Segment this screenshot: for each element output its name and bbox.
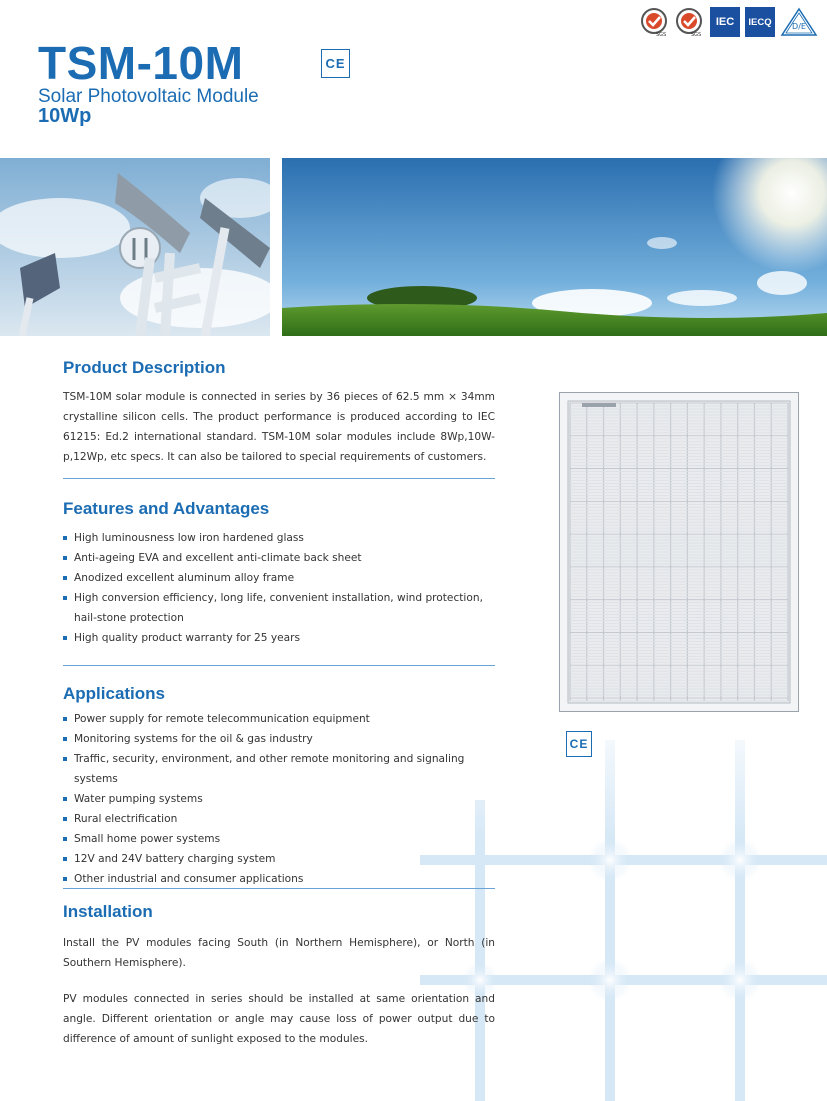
features-list xyxy=(63,528,495,648)
svg-text:D/E: D/E xyxy=(792,22,806,31)
streetlight-photo xyxy=(0,158,270,336)
list-item: Water pumping systems xyxy=(63,789,495,809)
product-description-heading: Product Description xyxy=(63,358,226,377)
installation-text-2: PV modules connected in series should be installed at same orientation and angle. Different orientation or angle may cause loss of power output due to difference of amount of sunlight exposed to the modules. xyxy=(63,993,495,1045)
list-item: Anti-ageing EVA and excellent anti-climate back sheet xyxy=(63,548,495,568)
list-item: High quality product warranty for 25 years xyxy=(63,628,495,648)
sgs-cert-icon-2 xyxy=(674,7,704,37)
list-item: High luminousness low iron hardened glass xyxy=(63,528,495,548)
product-description-text: TSM-10M solar module is connected in series by 36 pieces of 62.5 mm × 34mm crystalline silicon cells. The product performance is produced according to IEC 61215: Ed.2 international standard. TSM-10M solar modules include 8Wp,10W-p,12Wp, etc specs. It can also be tailored to special requirements of customers. xyxy=(63,391,495,463)
de-cert-icon xyxy=(780,7,818,37)
list-item: Rural electrification xyxy=(63,809,495,829)
product-power-rating: 10Wp xyxy=(38,105,92,127)
solar-panel-image xyxy=(559,392,799,712)
list-item: Monitoring systems for the oil & gas industry xyxy=(63,729,495,749)
list-item: Other industrial and consumer applications xyxy=(63,869,495,889)
section-divider xyxy=(63,665,495,666)
iec-cert-icon: IEC xyxy=(710,7,740,37)
svg-text:SGS: SGS xyxy=(691,32,702,37)
landscape-photo xyxy=(282,158,827,336)
ce-mark-icon: CE xyxy=(321,49,350,78)
list-item: Traffic, security, environment, and other remote monitoring and signaling systems xyxy=(63,749,495,789)
list-item: Anodized excellent aluminum alloy frame xyxy=(63,568,495,588)
installation-heading: Installation xyxy=(63,902,153,921)
applications-list xyxy=(63,709,495,889)
ce-mark-icon: CE xyxy=(566,731,592,757)
list-item: 12V and 24V battery charging system xyxy=(63,849,495,869)
list-item: High conversion efficiency, long life, convenient installation, wind protection, hail-stone protection xyxy=(63,588,495,628)
features-heading: Features and Advantages xyxy=(63,499,270,518)
product-subtitle: Solar Photovoltaic Module xyxy=(38,86,259,107)
section-divider xyxy=(63,478,495,479)
product-title: TSM-10M xyxy=(38,37,244,89)
sgs-cert-icon xyxy=(639,7,669,37)
list-item: Power supply for remote telecommunication equipment xyxy=(63,709,495,729)
installation-text-1: Install the PV modules facing South (in Northern Hemisphere), or North (in Southern Hemisphere). xyxy=(63,937,495,969)
section-divider xyxy=(63,888,495,889)
svg-text:SGS: SGS xyxy=(656,32,667,37)
applications-heading: Applications xyxy=(63,684,166,703)
list-item: Small home power systems xyxy=(63,829,495,849)
iecq-cert-icon: IECQ xyxy=(745,7,775,37)
